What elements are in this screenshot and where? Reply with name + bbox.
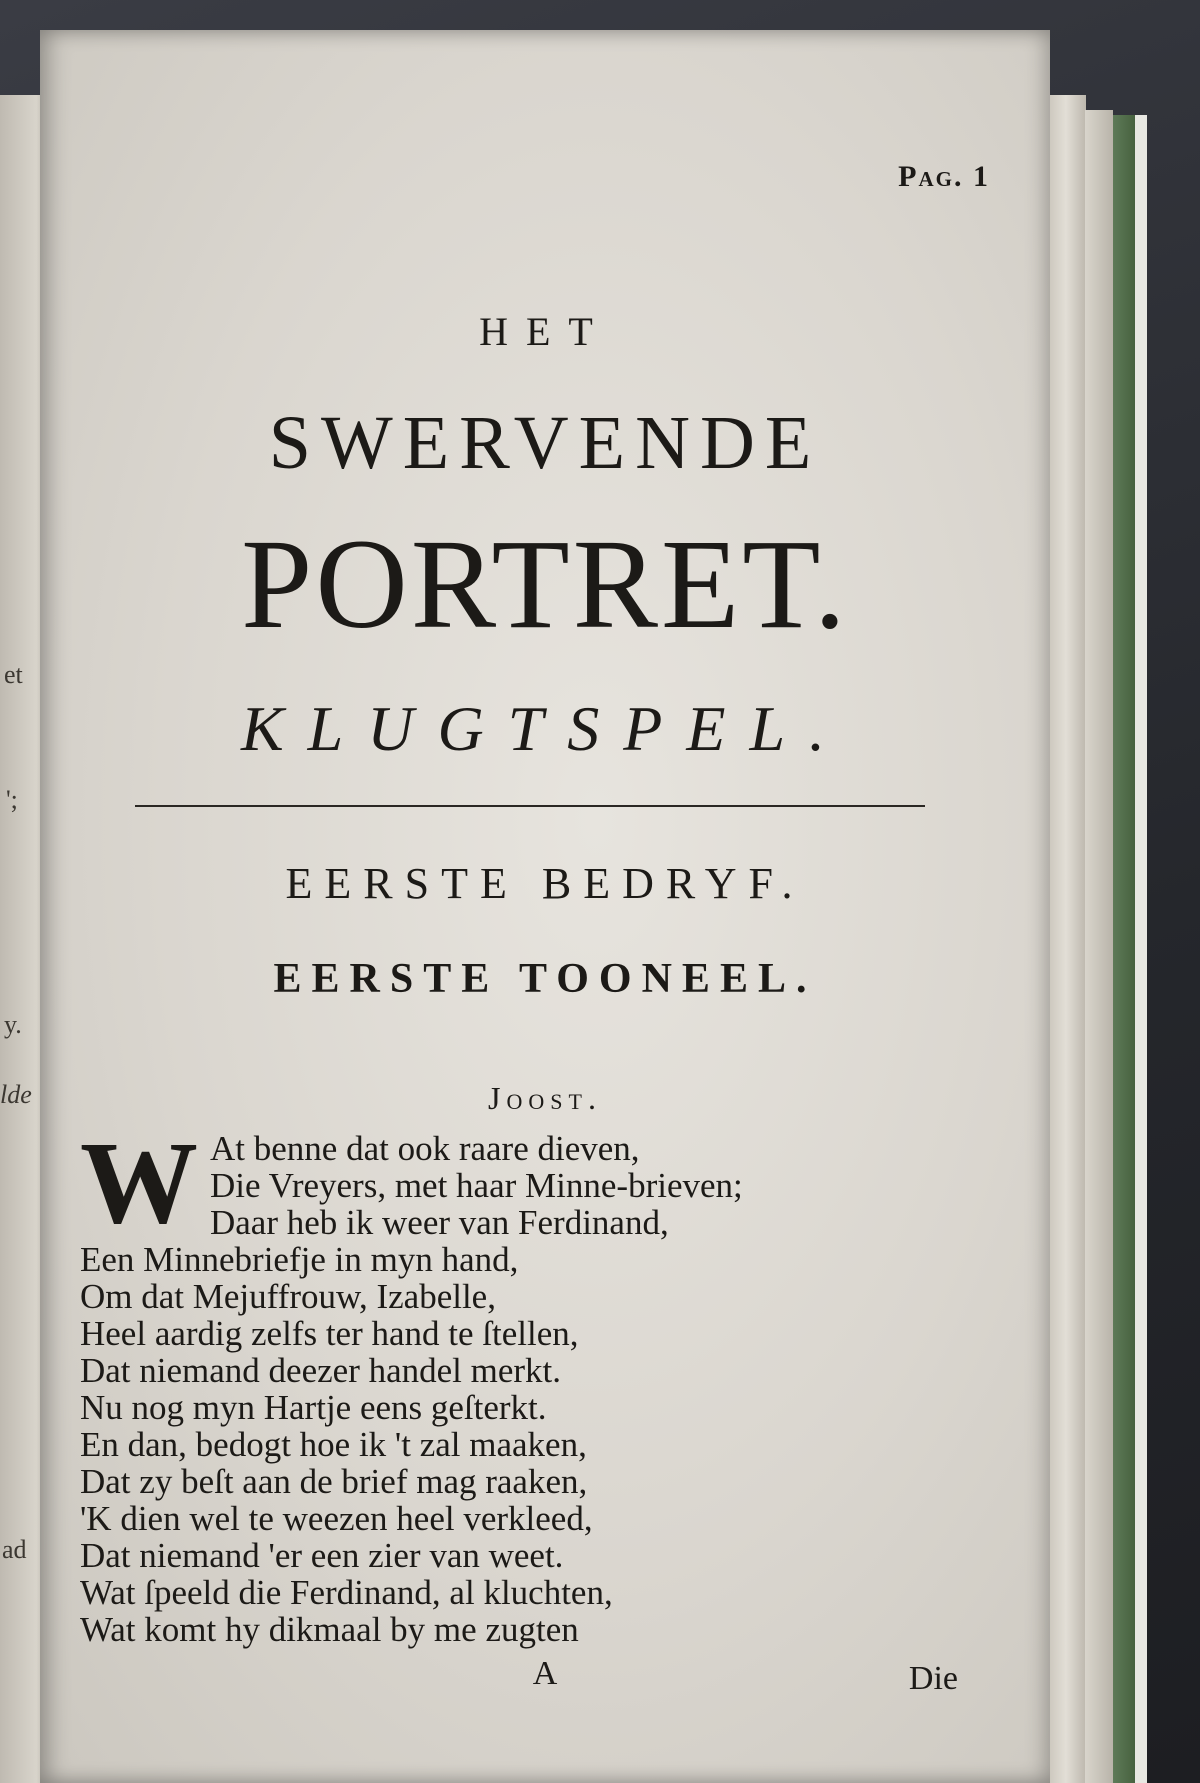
verse-line: Heel aardig zelfs ter hand te ſtellen,	[80, 1314, 579, 1353]
page-edges	[1045, 95, 1086, 1783]
catchword: Die	[908, 1660, 958, 1697]
verse-line: Om dat Mejuffrouw, Izabelle,	[80, 1277, 496, 1316]
title-het: HET	[479, 309, 611, 354]
verse-line: Daar heb ik weer van Ferdinand,	[210, 1203, 669, 1242]
verse-line: At benne dat ook raare dieven,	[210, 1129, 640, 1168]
verse-line: Dat niemand 'er een zier van weet.	[80, 1536, 564, 1575]
signature-mark: A	[532, 1655, 558, 1692]
left-page-fragment: ';	[6, 785, 18, 814]
left-page-fragment: et	[4, 660, 23, 689]
verse-line: Nu nog myn Hartje eens geſterkt.	[80, 1388, 547, 1427]
verse-line: Een Minnebriefje in myn hand,	[80, 1240, 519, 1279]
book-cover-label	[1135, 115, 1147, 1783]
book-cover-edge	[1113, 115, 1135, 1783]
verse-line: 'K dien wel te weezen heel verkleed,	[80, 1499, 593, 1538]
genre-klugtspel: KLUGTSPEL.	[240, 693, 850, 764]
drop-cap: W	[80, 1117, 198, 1248]
left-page-fragment: y.	[4, 1010, 22, 1039]
verse-line: Dat niemand deezer handel merkt.	[80, 1351, 562, 1390]
verse-block	[80, 1117, 980, 1649]
verse-line: En dan, bedogt hoe ik 't zal maaken,	[80, 1425, 587, 1464]
book-page	[40, 30, 1050, 1783]
act-heading: EERSTE BEDRYF.	[285, 859, 805, 908]
horizontal-rule	[135, 805, 925, 807]
verse-line: Wat komt hy dikmaal by me zugten	[80, 1610, 579, 1649]
page-header: Pag. 1	[898, 160, 990, 193]
speaker-name: Joost.	[488, 1080, 602, 1116]
title-swervende: SWERVENDE	[268, 401, 822, 485]
verse-line: Die Vreyers, met haar Minne-brieven;	[210, 1166, 743, 1205]
title-portret: PORTRET.	[241, 513, 849, 655]
verse-line: Dat zy beſt aan de brief mag raaken,	[80, 1462, 588, 1501]
scene-heading: EERSTE TOONEEL.	[273, 956, 817, 1002]
left-page-fragment: lde	[0, 1080, 32, 1109]
page-edges-back	[1085, 110, 1113, 1783]
left-page-fragment: ad	[2, 1535, 27, 1564]
verse-line: Wat ſpeeld die Ferdinand, al kluchten,	[80, 1573, 613, 1612]
